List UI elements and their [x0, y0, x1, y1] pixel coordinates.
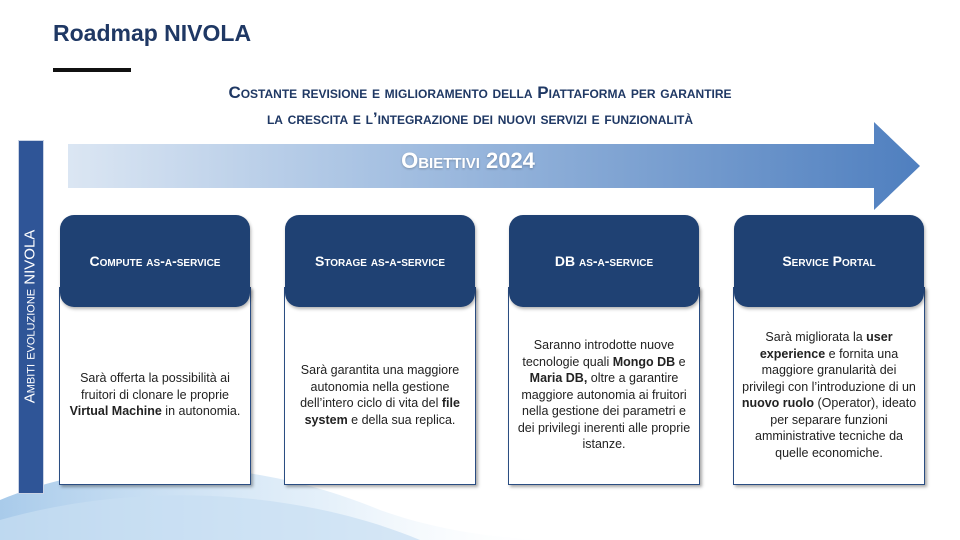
card-header	[734, 215, 924, 307]
page-title: Roadmap NIVOLA	[53, 20, 252, 46]
card-text-run: e fornita una maggiore granularità dei privilegi con l’introduzione di un	[742, 346, 916, 394]
card-text-run: Sarà offerta la possibilità ai fruitori di clonare le proprie	[80, 371, 230, 402]
card-service-portal	[733, 215, 923, 485]
card-text-run: Saranno introdotte nuove tecnologie quali	[522, 338, 675, 369]
card-title: Service Portal	[782, 253, 876, 269]
subtitle-line-1: Costante revisione e miglioramento della Piattaforma per garantire	[228, 83, 732, 102]
card-header	[285, 215, 475, 307]
card-text-run: e della sua replica.	[347, 412, 456, 427]
card-text-run: in autonomia.	[161, 404, 241, 419]
subtitle-line-2: la crescita e l’integrazione dei nuovi servizi e funzionalità	[266, 109, 694, 128]
card-db	[508, 215, 698, 485]
card-text-bold: Virtual Machine	[69, 404, 162, 419]
card-text-run: Sarà garantita una maggiore autonomia nella gestione dell’intero ciclo di vita del	[300, 363, 460, 410]
card-header	[509, 215, 699, 307]
card-text-bold: file system	[304, 396, 460, 427]
card-compute	[59, 215, 249, 485]
card-title: DB as-a-service	[554, 253, 654, 269]
objectives-label: Obiettivi 2024	[401, 148, 535, 173]
card-storage	[284, 215, 474, 485]
card-text-run: Sarà migliorata la	[765, 330, 867, 344]
card-description	[290, 307, 470, 483]
card-text-bold: user experience	[759, 330, 893, 361]
card-description	[65, 307, 245, 483]
side-label-container	[18, 140, 42, 492]
card-text-run: oltre a garantire maggiore autonomia ai fruitori nella gestione dei parametri e dei privilegi inerenti alle proprie istanze.	[517, 371, 691, 452]
card-text-bold: Maria DB,	[529, 371, 588, 386]
card-title: Compute as-a-service	[89, 253, 221, 269]
side-label: Ambiti evoluzione NIVOLA	[21, 229, 39, 403]
card-description	[739, 307, 919, 483]
card-text-run: e	[675, 354, 686, 369]
card-header	[60, 215, 250, 307]
card-text-bold: Mongo DB	[612, 354, 676, 369]
card-text-run: (Operator), ideato per separare funzioni amministrative tecniche da quelle economiche.	[755, 396, 917, 460]
card-title: Storage as-a-service	[315, 253, 445, 269]
title-underline	[53, 68, 131, 72]
card-text-bold: nuovo ruolo	[741, 396, 815, 410]
card-description	[514, 307, 694, 483]
